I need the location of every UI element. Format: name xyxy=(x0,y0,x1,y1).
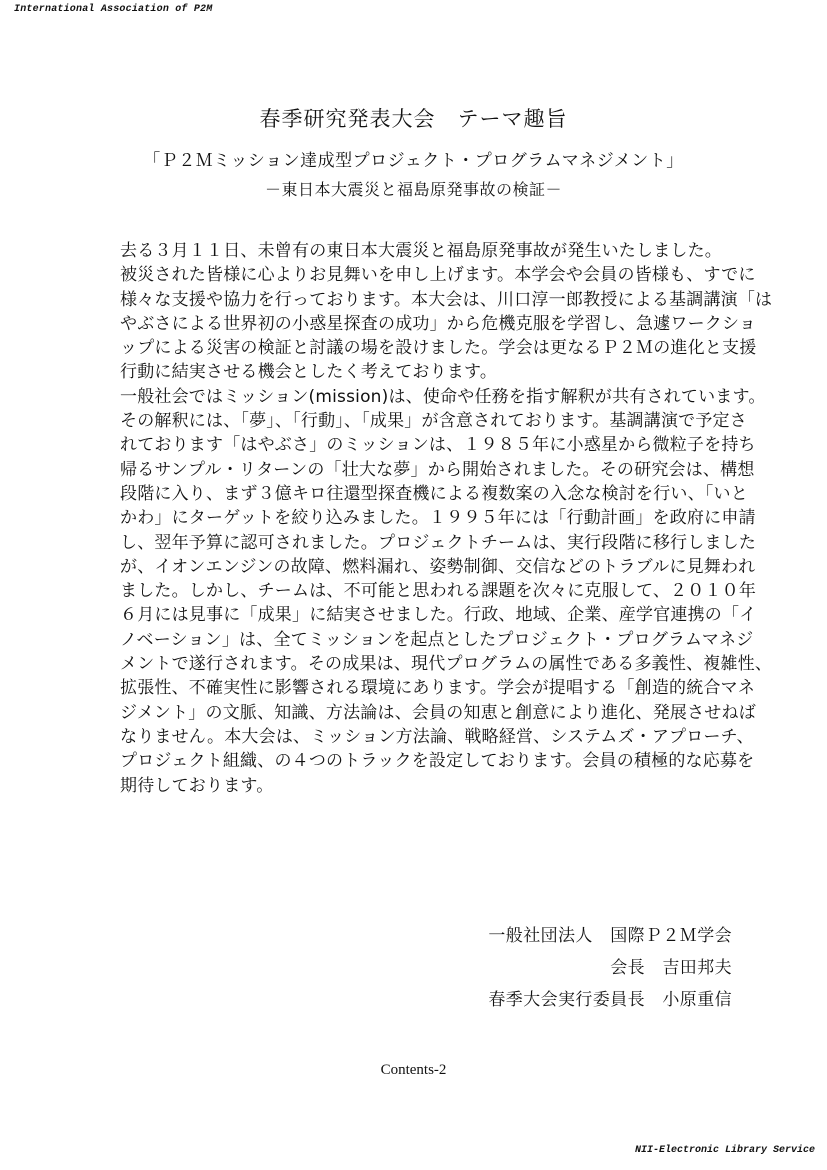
body-line: 一般社会ではミッション(mission)は、使命や任務を指す解釈が共有されています。 xyxy=(120,386,766,407)
signature-president: 会長 吉田邦夫 xyxy=(610,958,732,978)
body-line: ６月には見事に「成果」に結実させました。行政、地域、企業、産学官連携の「イ xyxy=(120,605,757,626)
body-line: 去る３月１１日、未曾有の東日本大震災と福島原発事故が発生いたしました。 xyxy=(120,241,722,261)
body-line: かわ」にターゲットを絞り込みました。１９９５年には「行動計画」を政府に申請 xyxy=(120,508,756,529)
body-line: し、翌年予算に認可されました。プロジェクトチームは、実行段階に移行しました xyxy=(120,532,757,553)
signature-block xyxy=(488,920,732,1016)
signature-organization: 一般社団法人 国際Ｐ２Ｍ学会 xyxy=(488,926,732,946)
signature-committee-chair: 春季大会実行委員長 小原重信 xyxy=(488,990,732,1010)
body-text xyxy=(120,239,773,798)
page-number: Contents-2 xyxy=(380,1062,447,1078)
body-line: 帰るサンプル・リターンの「壮大な夢」から開始されました。その研究会は、構想 xyxy=(120,459,755,480)
header-organization: International Association of P2M xyxy=(14,4,213,15)
body-line: その解釈には、「夢」、「行動」、「成果」が含意されております。基調講演で予定さ xyxy=(120,411,747,432)
body-line: ました。しかし、チームは、不可能と思われる課題を次々に克服して、２０１０年 xyxy=(120,581,757,602)
body-line: なりません。本大会は、ミッション方法論、戦略経営、システムズ・アプローチ、 xyxy=(120,726,754,747)
body-line: ノベーション」は、全てミッションを起点としたプロジェクト・プログラムマネジ xyxy=(120,629,754,650)
body-line: 拡張性、不確実性に影響される環境にあります。学会が提唱する「創造的統合マネ xyxy=(120,678,756,699)
document-subsubtitle: －東日本大震災と福島原発事故の検証－ xyxy=(264,180,562,199)
footer-service: NII-Electronic Library Service xyxy=(634,1145,815,1156)
body-line: 被災された皆様に心よりお見舞いを申し上げます。本学会や会員の皆様も、すでに xyxy=(120,265,756,286)
body-line: が、イオンエンジンの故障、燃料漏れ、姿勢制御、交信などのトラブルに見舞われ xyxy=(120,556,756,577)
body-line: ップによる災害の検証と討議の場を設けました。学会は更なるＰ２Ｍの進化と支援 xyxy=(120,338,757,359)
body-line: 段階に入り、まず３億キロ往還型探査機による複数案の入念な検討を行い、「いと xyxy=(120,483,748,504)
body-line: ジメント」の文脈、知識、方法論は、会員の知恵と創意により進化、発展させねば xyxy=(120,702,756,723)
body-line: 期待しております。 xyxy=(120,775,274,796)
body-line: プロジェクト組織、の４つのトラックを設定しております。会員の積極的な応募を xyxy=(120,751,755,772)
body-line: メントで遂行されます。その成果は、現代プログラムの属性である多義性、複雑性、 xyxy=(120,654,773,675)
body-line: 行動に結実させる機会としたく考えております。 xyxy=(120,362,498,383)
body-line: れております「はやぶさ」のミッションは、１９８５年に小惑星から微粒子を持ち xyxy=(120,435,756,456)
body-line: 様々な支援や協力を行っております。本大会は、川口淳一郎教授による基調講演「は xyxy=(120,289,773,310)
document-title: 春季研究発表大会 テーマ趣旨 xyxy=(259,107,568,131)
body-line: やぶさによる世界初の小惑星探査の成功」から危機克服を学習し、急遽ワークショ xyxy=(120,313,757,334)
document-subtitle: 「Ｐ２Ｍミッション達成型プロジェクト・プログラムマネジメント」 xyxy=(143,151,684,171)
